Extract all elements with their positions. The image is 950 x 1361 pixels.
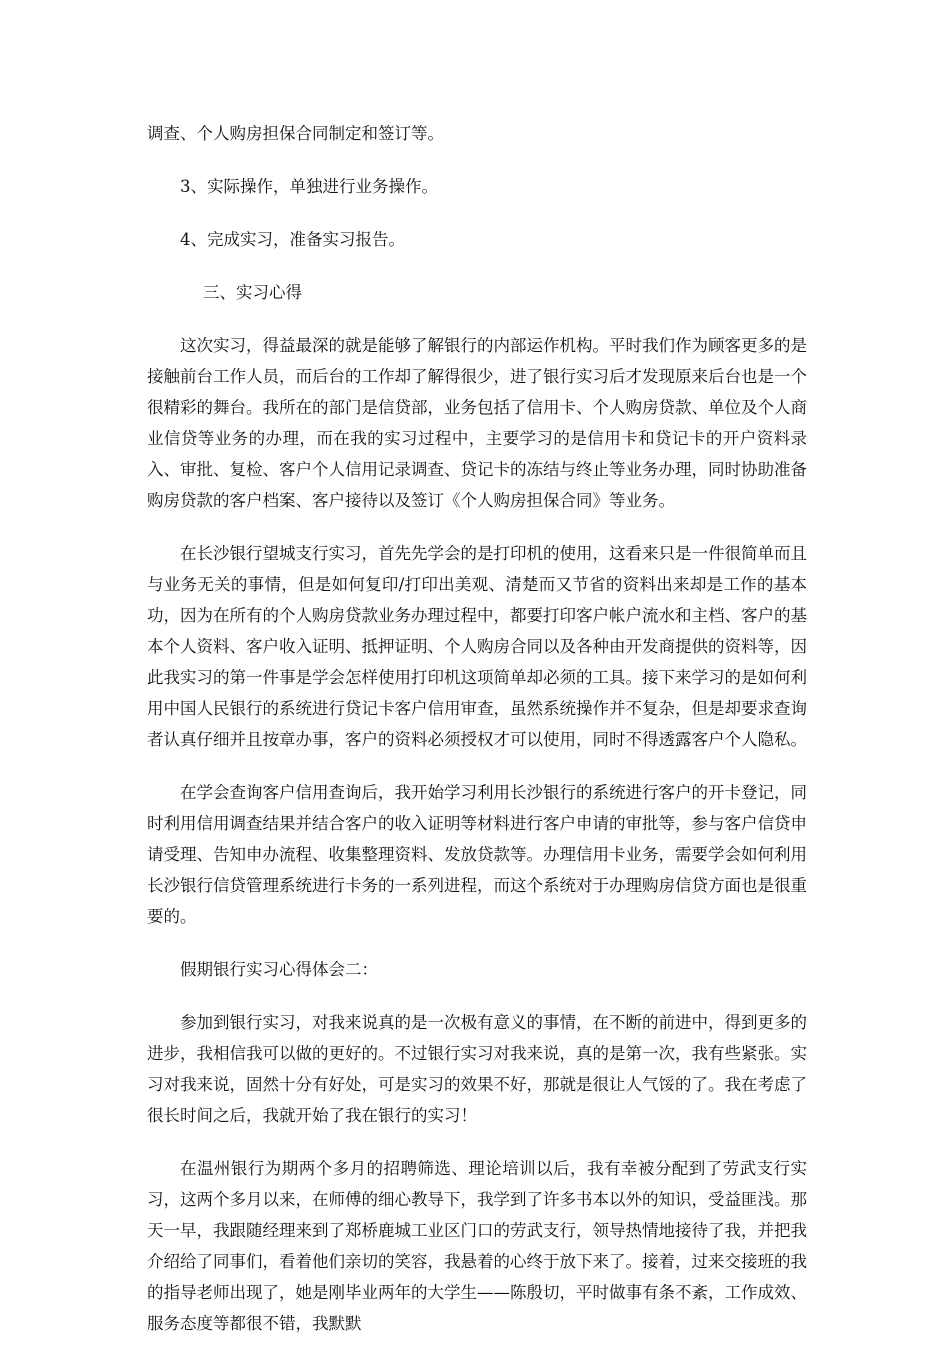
subsection-title: 假期银行实习心得体会二：	[180, 960, 378, 979]
list-item-4: 4、完成实习，准备实习报告。	[180, 230, 405, 249]
paragraph: 这次实习，得益最深的就是能够了解银行的内部运作机构。平时我们作为顾客更多的是接触前台工作人员，而后台的工作却了解得很少，进了银行实习后才发现原来后台也是一个很精彩的舞台。我所在的部门是信贷部，业务包括了信用卡、个人购房贷款、单位及个人商业信贷等业务的办理，而在我的实习过程中，主要学习的是信用卡和贷记卡的开户资料录入、审批、复检、客户个人信用记录调查、贷记卡的冻结与终止等业务办理，同时协助准备购房贷款的客户档案、客户接待以及签订《个人购房担保合同》等业务。	[147, 336, 807, 510]
paragraph: 在学会查询客户信用查询后，我开始学习利用长沙银行的系统进行客户的开卡登记，同时利用信用调查结果并结合客户的收入证明等材料进行客户申请的审批等，参与客户信贷申请受理、告知申办流程、收集整理资料、发放贷款等。办理信用卡业务，需要学会如何利用长沙银行信贷管理系统进行卡务的一系列进程，而这个系统对于办理购房信贷方面也是很重要的。	[147, 783, 807, 926]
paragraph: 在温州银行为期两个多月的招聘筛选、理论培训以后，我有幸被分配到了劳武支行实习，这两个多月以来，在师傅的细心教导下，我学到了许多书本以外的知识，受益匪浅。那天一早，我跟随经理来到了郑桥鹿城工业区门口的劳武支行，领导热情地接待了我，并把我介绍给了同事们，看着他们亲切的笑容，我悬着的心终于放下来了。接着，过来交接班的我的指导老师出现了，她是刚毕业两年的大学生——陈殷切，平时做事有条不紊，工作成效、服务态度等都很不错，我默默	[147, 1159, 807, 1333]
paragraph: 参加到银行实习，对我来说真的是一次极有意义的事情，在不断的前进中，得到更多的进步，我相信我可以做的更好的。不过银行实习对我来说，真的是第一次，我有些紧张。实习对我来说，固然十分有好处，可是实习的效果不好，那就是很让人气馁的了。我在考虑了很长时间之后，我就开始了我在银行的实习！	[147, 1013, 807, 1125]
paragraph: 在长沙银行望城支行实习，首先先学会的是打印机的使用，这看来只是一件很简单而且与业务无关的事情，但是如何复印/打印出美观、清楚而又节省的资料出来却是工作的基本功，因为在所有的个人购房贷款业务办理过程中，都要打印客户帐户流水和主档、客户的基本个人资料、客户收入证明、抵押证明、个人购房合同以及各种由开发商提供的资料等，因此我实习的第一件事是学会怎样使用打印机这项简单却必须的工具。接下来学习的是如何利用中国人民银行的系统进行贷记卡客户信用审查，虽然系统操作并不复杂，但是却要求查询者认真仔细并且按章办事，客户的资料必须授权才可以使用，同时不得透露客户个人隐私。	[147, 544, 807, 749]
paragraph-continuation: 调查、个人购房担保合同制定和签订等。	[147, 124, 444, 143]
list-item-3: 3、实际操作，单独进行业务操作。	[180, 177, 438, 196]
section-heading: 三、实习心得	[203, 283, 302, 302]
document-body	[147, 118, 807, 1361]
